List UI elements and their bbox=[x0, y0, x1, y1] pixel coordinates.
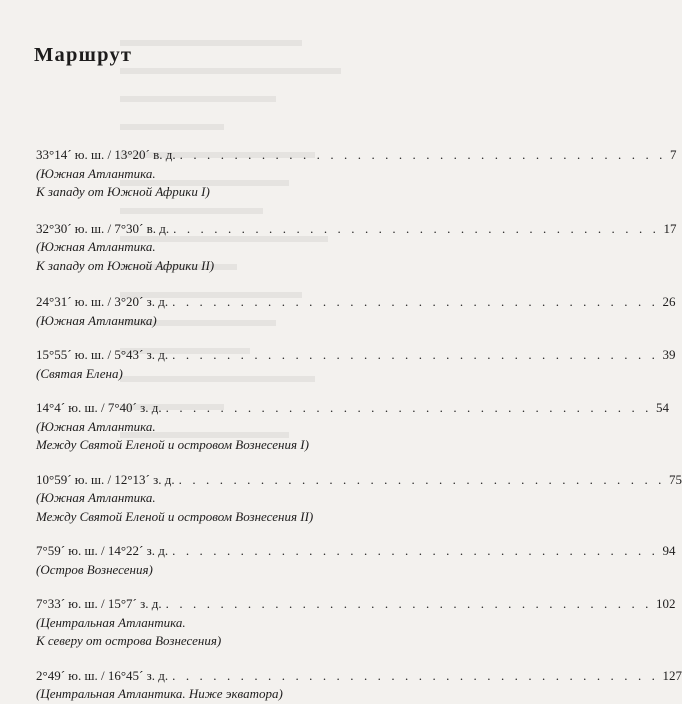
dot-leader: . . . . . . . . . . . . . . . . . . . . . . . . . . . . . . . . . . . . bbox=[180, 146, 666, 165]
toc-location-description bbox=[36, 685, 356, 704]
dot-leader: . . . . . . . . . . . . . . . . . . . . . . . . . . . . . . . . . . . . bbox=[172, 667, 658, 686]
toc-coordinates: 24°31´ ю. ш. / 3°20´ з. д. bbox=[36, 293, 168, 312]
toc-description-line: К западу от Южной Африки II) bbox=[36, 257, 356, 276]
toc-location-description bbox=[36, 238, 356, 275]
toc-entry[interactable] bbox=[36, 595, 356, 651]
dot-leader: . . . . . . . . . . . . . . . . . . . . . . . . . . . . . . . . . . . . bbox=[166, 595, 652, 614]
table-of-contents bbox=[36, 146, 356, 704]
toc-page-number: 7 bbox=[670, 146, 677, 165]
toc-location-description bbox=[36, 365, 356, 384]
dot-leader: . . . . . . . . . . . . . . . . . . . . . . . . . . . . . . . . . . . . bbox=[172, 542, 658, 561]
toc-page-number: 26 bbox=[663, 293, 676, 312]
toc-location-description bbox=[36, 165, 356, 202]
toc-page-number: 75 bbox=[669, 471, 682, 490]
dot-leader: . . . . . . . . . . . . . . . . . . . . . . . . . . . . . . . . . . . . bbox=[172, 346, 658, 365]
toc-coordinates: 7°33´ ю. ш. / 15°7´ з. д. bbox=[36, 595, 162, 614]
toc-page-number: 127 bbox=[663, 667, 682, 686]
toc-entry[interactable] bbox=[36, 346, 356, 383]
dot-leader: . . . . . . . . . . . . . . . . . . . . . . . . . . . . . . . . . . . . bbox=[172, 293, 658, 312]
toc-location-description bbox=[36, 561, 356, 580]
toc-location-description bbox=[36, 489, 356, 526]
toc-entry[interactable] bbox=[36, 146, 356, 202]
toc-description-line: Между Святой Еленой и островом Вознесения II) bbox=[36, 508, 356, 527]
toc-entry-heading bbox=[36, 146, 356, 165]
toc-entry[interactable] bbox=[36, 667, 356, 704]
toc-entry[interactable] bbox=[36, 293, 356, 330]
toc-description-line: К северу от острова Вознесения) bbox=[36, 632, 356, 651]
toc-entry[interactable] bbox=[36, 471, 356, 527]
toc-entry[interactable] bbox=[36, 220, 356, 276]
toc-coordinates: 14°4´ ю. ш. / 7°40´ з. д. bbox=[36, 399, 162, 418]
toc-description-line: (Южная Атлантика. bbox=[36, 418, 356, 437]
toc-location-description bbox=[36, 614, 356, 651]
toc-description-line: (Остров Вознесения) bbox=[36, 561, 356, 580]
toc-description-line: Между Святой Еленой и островом Вознесения I) bbox=[36, 436, 356, 455]
toc-coordinates: 7°59´ ю. ш. / 14°22´ з. д. bbox=[36, 542, 168, 561]
toc-description-line: (Южная Атлантика. bbox=[36, 165, 356, 184]
toc-coordinates: 32°30´ ю. ш. / 7°30´ в. д. bbox=[36, 220, 169, 239]
toc-description-line: (Южная Атлантика. bbox=[36, 489, 356, 508]
toc-description-line: К западу от Южной Африки I) bbox=[36, 183, 356, 202]
toc-page-number: 102 bbox=[656, 595, 676, 614]
toc-coordinates: 33°14´ ю. ш. / 13°20´ в. д. bbox=[36, 146, 176, 165]
toc-coordinates: 15°55´ ю. ш. / 5°43´ з. д. bbox=[36, 346, 168, 365]
dot-leader: . . . . . . . . . . . . . . . . . . . . . . . . . . . . . . . . . . . . bbox=[173, 220, 659, 239]
toc-entry[interactable] bbox=[36, 399, 356, 455]
toc-entry-heading bbox=[36, 595, 356, 614]
toc-entry[interactable] bbox=[36, 542, 356, 579]
toc-entry-heading bbox=[36, 542, 356, 561]
toc-coordinates: 2°49´ ю. ш. / 16°45´ з. д. bbox=[36, 667, 168, 686]
toc-page-number: 54 bbox=[656, 399, 669, 418]
toc-description-line: (Южная Атлантика) bbox=[36, 312, 356, 331]
toc-entry-heading bbox=[36, 220, 356, 239]
dot-leader: . . . . . . . . . . . . . . . . . . . . . . . . . . . . . . . . . . . . bbox=[166, 399, 652, 418]
toc-description-line: (Святая Елена) bbox=[36, 365, 356, 384]
toc-description-line: (Центральная Атлантика. bbox=[36, 614, 356, 633]
toc-description-line: (Центральная Атлантика. Ниже экватора) bbox=[36, 685, 356, 704]
toc-entry-heading bbox=[36, 399, 356, 418]
page-title: Маршрут bbox=[34, 43, 132, 67]
toc-coordinates: 10°59´ ю. ш. / 12°13´ з. д. bbox=[36, 471, 175, 490]
toc-description-line: (Южная Атлантика. bbox=[36, 238, 356, 257]
toc-entry-heading bbox=[36, 293, 356, 312]
toc-entry-heading bbox=[36, 471, 356, 490]
toc-page-number: 17 bbox=[664, 220, 677, 239]
toc-location-description bbox=[36, 418, 356, 455]
toc-location-description bbox=[36, 312, 356, 331]
toc-page-number: 39 bbox=[663, 346, 676, 365]
toc-page-number: 94 bbox=[663, 542, 676, 561]
dot-leader: . . . . . . . . . . . . . . . . . . . . . . . . . . . . . . . . . . . . bbox=[179, 471, 665, 490]
toc-entry-heading bbox=[36, 346, 356, 365]
toc-entry-heading bbox=[36, 667, 356, 686]
